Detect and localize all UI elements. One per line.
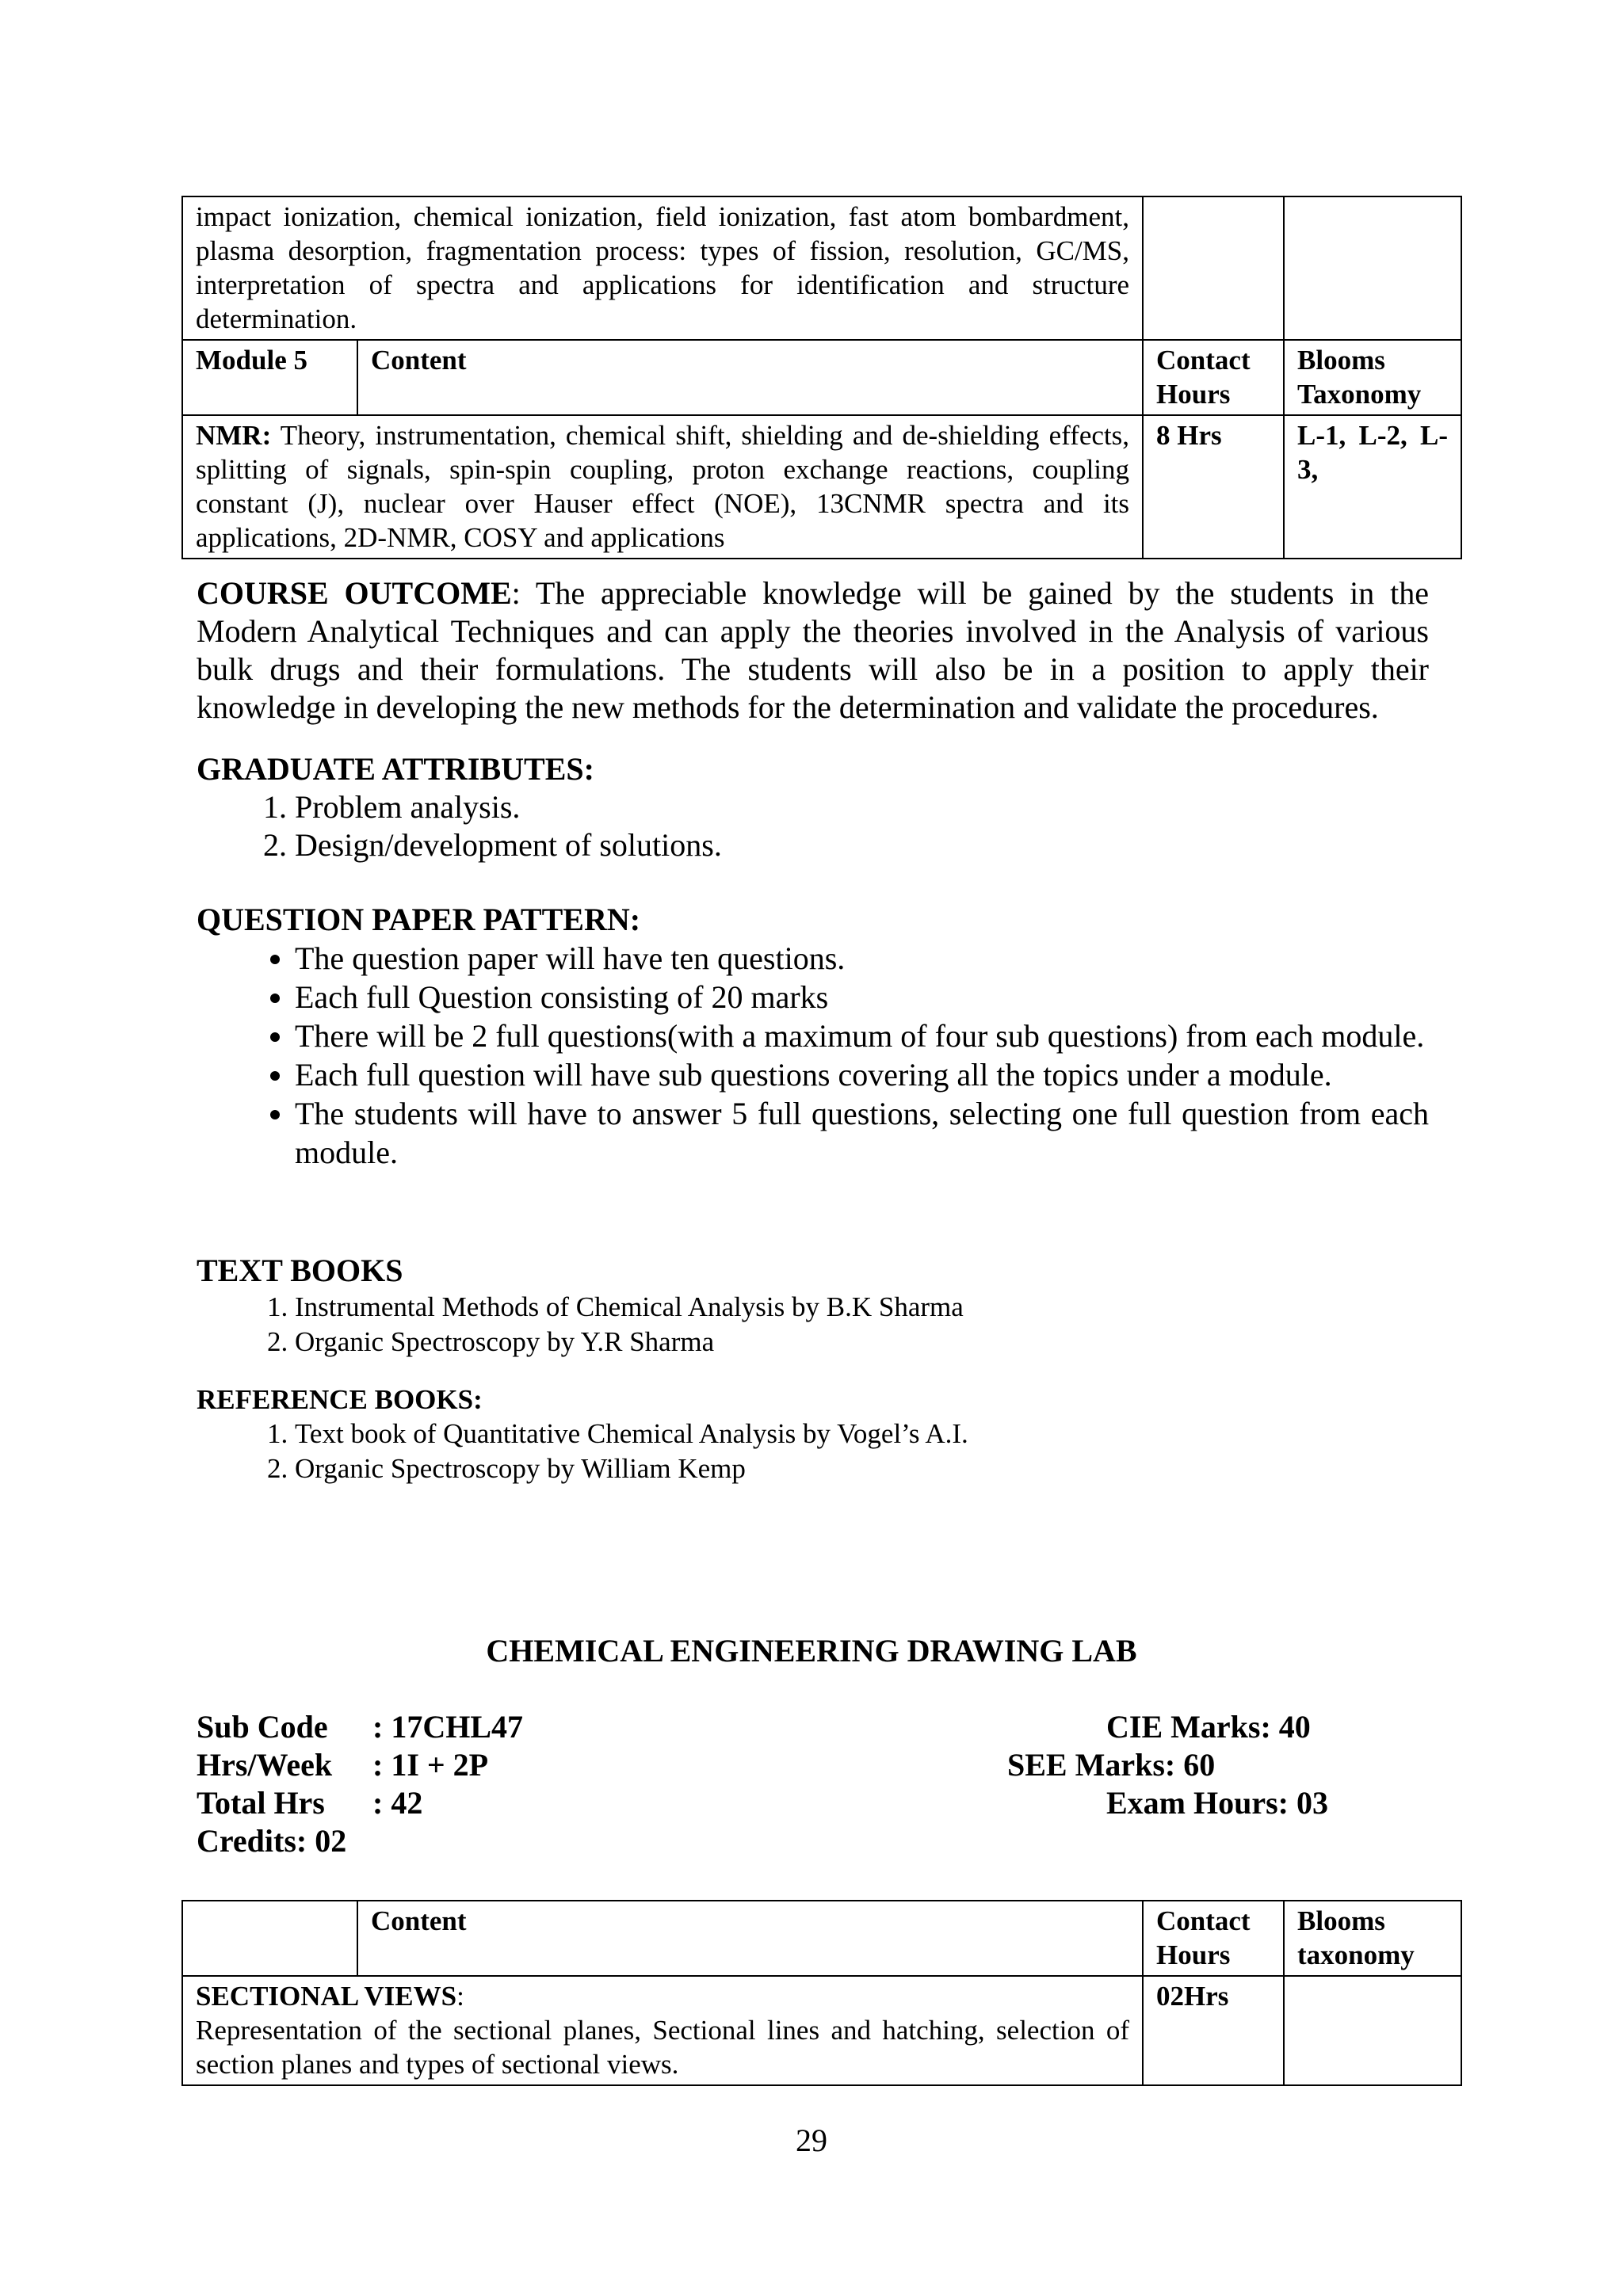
graduate-attributes <box>197 750 1429 864</box>
list-item: • Each full Question consisting of 20 marks <box>295 978 1429 1016</box>
nmr-title: NMR: <box>196 420 272 451</box>
hrs-week-value: : 1I + 2P <box>372 1747 489 1783</box>
table-row <box>182 196 1461 340</box>
cie-marks: CIE Marks: 40 <box>1106 1709 1311 1745</box>
list-item: • The students will have to answer 5 full questions, selecting one full question from each module. <box>295 1094 1429 1172</box>
blooms-header: Blooms taxonomy <box>1284 1901 1461 1976</box>
exam-hours: Exam Hours: 03 <box>1106 1785 1328 1821</box>
list-item: 1. Instrumental Methods of Chemical Analysis by B.K Sharma <box>295 1290 1429 1325</box>
module-5-hours: 8 Hrs <box>1143 415 1284 559</box>
total-hrs-label: Total Hrs <box>197 1785 325 1821</box>
graduate-attributes-heading: GRADUATE ATTRIBUTES: <box>197 751 594 787</box>
sectional-views-content <box>182 1976 1143 2085</box>
list-item: 2. Organic Spectroscopy by William Kemp <box>295 1451 1429 1486</box>
sub-code-value: : 17CHL47 <box>372 1709 523 1745</box>
sectional-views-title: SECTIONAL VIEWS <box>196 1981 457 2012</box>
course-outcome-label: COURSE OUTCOME <box>197 575 512 611</box>
reference-books <box>197 1383 1429 1486</box>
sectional-views-text: Representation of the sectional planes, Sectional lines and hatching, selection of section planes and types of sectional views. <box>196 2015 1129 2080</box>
course-outcome <box>197 574 1429 727</box>
credits: Credits: 02 <box>197 1823 347 1859</box>
total-hrs-value: : 42 <box>372 1785 423 1821</box>
contact-hours-header: Contact Hours <box>1143 340 1284 415</box>
module-4-continued-content: impact ionization, chemical ionization, field ionization, fast atom bombardment, plasma desorption, fragmentation process: types of fission, resolution, GC/MS, interpretation of spectra and applications for identification and structure determination. <box>182 196 1143 340</box>
contact-hours-header: Contact Hours <box>1143 1901 1284 1976</box>
list-item: 2. Organic Spectroscopy by Y.R Sharma <box>295 1325 1429 1360</box>
table-header-row <box>182 1901 1461 1976</box>
see-marks: SEE Marks: 60 <box>1007 1747 1216 1783</box>
sectional-views-blooms <box>1284 1976 1461 2085</box>
blooms-header: Blooms Taxonomy <box>1284 340 1461 415</box>
text-books-heading: TEXT BOOKS <box>197 1253 403 1288</box>
list-item: • The question paper will have ten questions. <box>295 939 1429 978</box>
blooms-cell <box>1284 196 1461 340</box>
list-item: • There will be 2 full questions(with a maximum of four sub questions) from each module. <box>295 1016 1429 1055</box>
question-paper-pattern <box>197 901 1429 1172</box>
question-paper-list <box>197 939 1429 1172</box>
module-5-blooms: L-1, L-2, L-3, <box>1284 415 1461 559</box>
list-item: 1. Text book of Quantitative Chemical Analysis by Vogel’s A.I. <box>295 1417 1429 1451</box>
module-5-content <box>182 415 1143 559</box>
content-header: Content <box>357 1901 1143 1976</box>
graduate-attributes-list <box>197 788 1429 864</box>
table-header-row <box>182 340 1461 415</box>
list-item: • Each full question will have sub questions covering all the topics under a module. <box>295 1055 1429 1094</box>
contact-hours-cell <box>1143 196 1284 340</box>
list-item: 1. Problem analysis. <box>295 788 1429 826</box>
question-paper-heading: QUESTION PAPER PATTERN: <box>197 902 641 937</box>
reference-books-heading: REFERENCE BOOKS: <box>197 1384 483 1415</box>
text-books <box>197 1252 1429 1360</box>
table-row <box>182 1976 1461 2085</box>
content-header: Content <box>357 340 1143 415</box>
module-table <box>181 196 1462 559</box>
list-item: 2. Design/development of solutions. <box>295 826 1429 864</box>
reference-books-list <box>197 1417 1429 1486</box>
lab-content-table <box>181 1900 1462 2086</box>
course-outcome-text: : The appreciable knowledge will be gained by the students in the Modern Analytical Techniques and can apply the theories involved in the Analysis of various bulk drugs and their formulations. The students will also be in a position to apply their knowledge in developing the new methods for the determination and validate the procedures. <box>197 575 1430 725</box>
text-books-list <box>197 1290 1429 1360</box>
table-row <box>182 415 1461 559</box>
sectional-views-hours: 02Hrs <box>1143 1976 1284 2085</box>
nmr-text: Theory, instrumentation, chemical shift, shielding and de-shielding effects, splitting of signals, spin-spin coupling, proton exchange reactions, coupling constant (J), nuclear over Hauser effect (NOE), 13CNMR spectra and its applications, 2D-NMR, COSY and applications <box>196 420 1130 553</box>
sectional-views-colon: : <box>456 1981 464 2012</box>
page-number: 29 <box>796 2122 827 2158</box>
hrs-week-label: Hrs/Week <box>197 1747 333 1783</box>
lab-title: CHEMICAL ENGINEERING DRAWING LAB <box>486 1633 1137 1669</box>
module-header: Module 5 <box>182 340 357 415</box>
sub-code-label: Sub Code <box>197 1709 328 1745</box>
empty-header-cell <box>182 1901 357 1976</box>
